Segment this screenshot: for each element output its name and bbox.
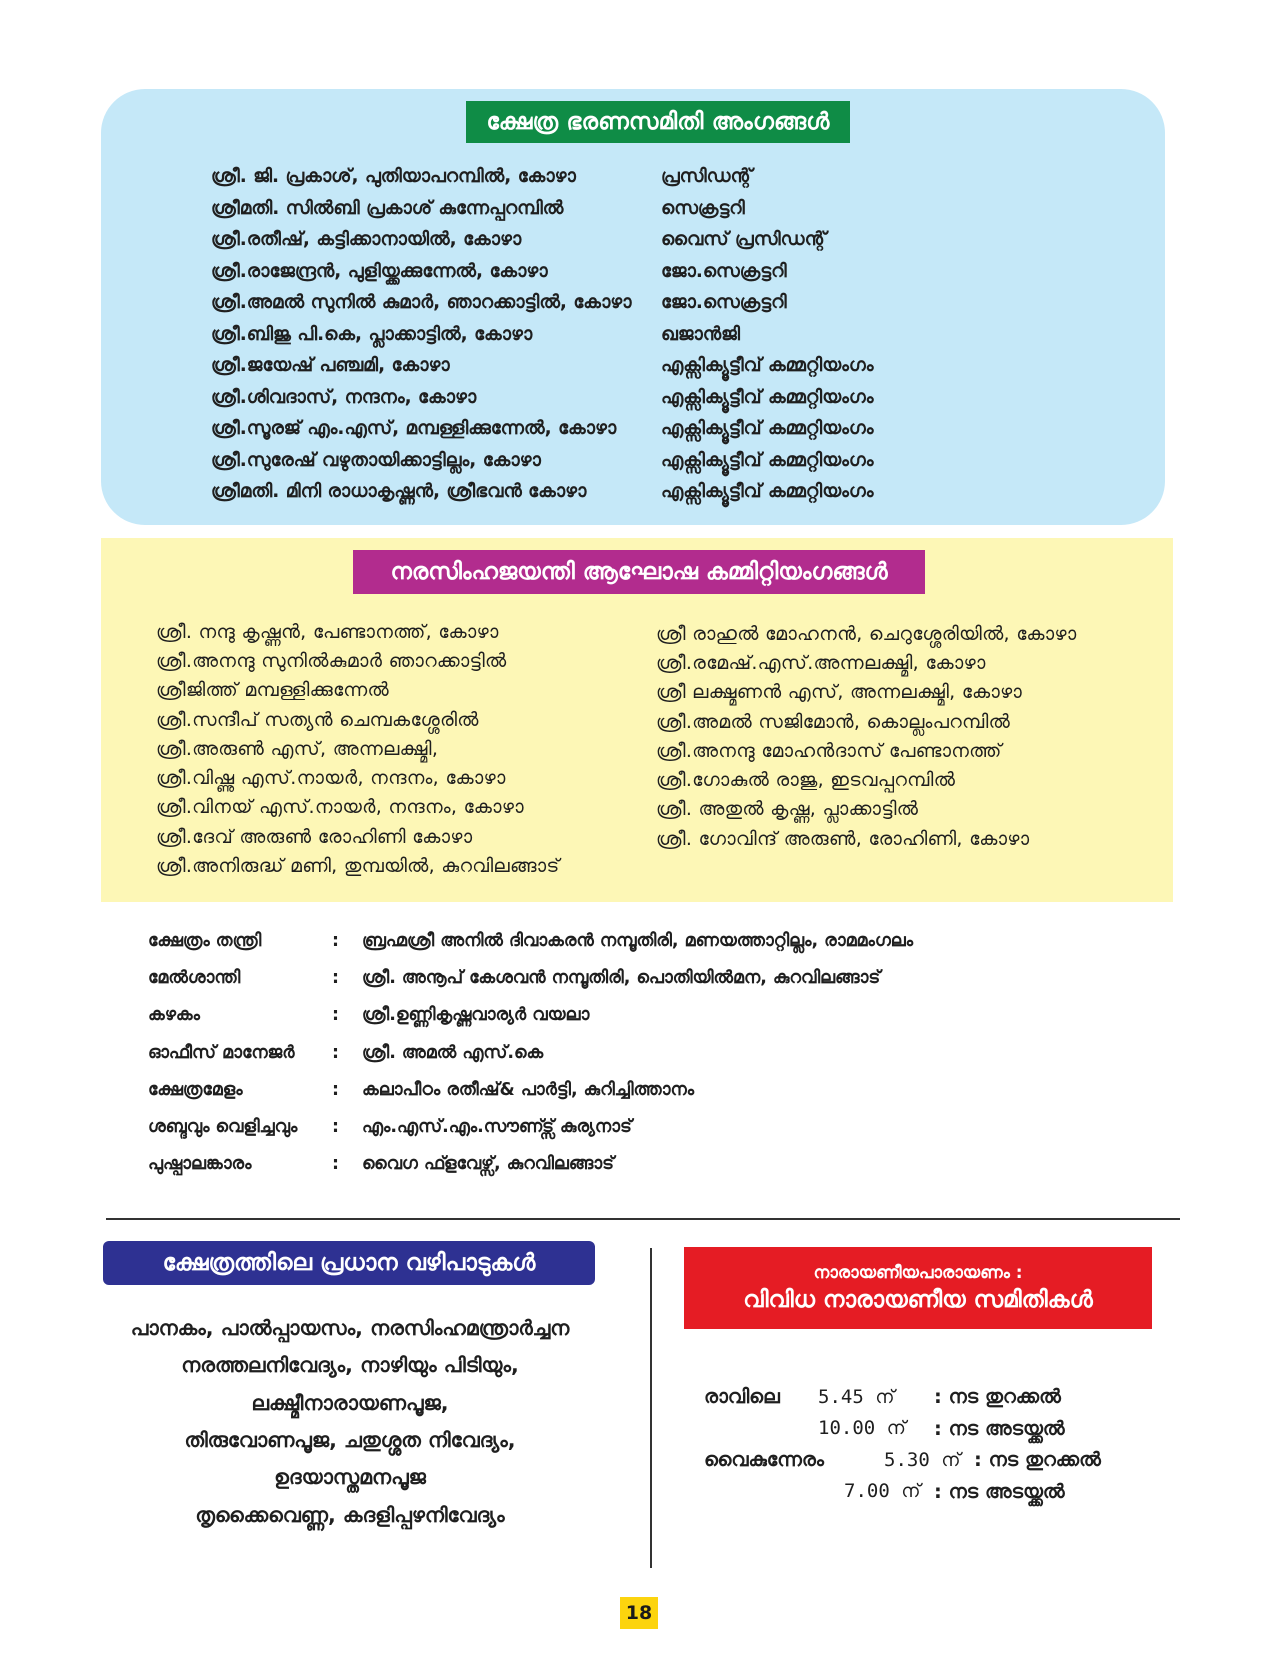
celebration-member: ശ്രീ.വിഷ്ണു എസ്.നായർ, നന്ദനം, കോഴാ	[156, 767, 506, 790]
committee-member-row	[211, 287, 931, 319]
timing-time: 5.30 ന്	[884, 1448, 961, 1471]
official-name: ബ്രഹ്മശ്രീ അനിൽ ദിവാകരൻ നമ്പൂതിരി, മണയത്താറ്റില്ലം, രാമമംഗലം	[362, 930, 914, 951]
committee-member-row	[211, 193, 931, 225]
celebration-member: ശ്രീ.ഗോകുൽ രാജു, ഇടവപ്പറമ്പിൽ	[656, 769, 956, 792]
offering-line: തൃക്കൈവെണ്ണ, കദളിപ്പഴനിവേദ്യം	[195, 1502, 505, 1527]
timing-row	[704, 1476, 1164, 1508]
official-role: പുഷ്പാലങ്കാരം	[148, 1154, 252, 1175]
member-name: ശ്രീ.രാജേന്ദ്രൻ, പുളിയ്ക്കക്കുന്നേൽ, കോഴാ	[211, 260, 548, 282]
celebration-member: ശ്രീ. അതുൽ കൃഷ്ണ, പ്ലാക്കാട്ടിൽ	[656, 798, 919, 821]
recitation-title	[684, 1247, 1152, 1329]
official-row	[148, 1146, 1048, 1183]
official-row	[148, 1034, 1048, 1071]
official-separator: :	[332, 1042, 339, 1063]
member-name: ശ്രീ.ജയേഷ് പഞ്ചമി, കോഴാ	[211, 355, 450, 377]
member-role: എക്സിക്യൂട്ടീവ് കമ്മറ്റിയംഗം	[661, 355, 874, 377]
celebration-member: ശ്രീ.അരുൺ എസ്, അന്നലക്ഷ്മി,	[156, 737, 439, 760]
official-separator: :	[332, 967, 339, 988]
celebration-member: ശ്രീ.അമൽ സജിമോൻ, കൊല്ലംപറമ്പിൽ	[656, 710, 1011, 733]
member-role: എക്സിക്യൂട്ടീവ് കമ്മറ്റിയംഗം	[661, 418, 874, 440]
official-separator: :	[332, 1079, 339, 1100]
offering-line: തിരുവോണപൂജ, ചതുശ്ശത നിവേദ്യം,	[184, 1428, 516, 1453]
member-role: പ്രസിഡന്റ്	[661, 166, 753, 188]
celebration-list-left	[156, 617, 636, 881]
celebration-member: ശ്രീ.വിനയ് എസ്.നായർ, നന്ദനം, കോഴാ	[156, 796, 524, 819]
official-role: ക്ഷേത്രം തന്ത്രി	[148, 930, 262, 951]
official-row	[148, 997, 1048, 1034]
official-name: ശ്രീ.ഉണ്ണികൃഷ്ണവാര്യർ വയലാ	[362, 1005, 590, 1026]
member-name: ശ്രീ.ബിജു പി.കെ, പ്ലാക്കാട്ടിൽ, കോഴാ	[211, 323, 533, 345]
committee-member-row	[211, 445, 931, 477]
official-row	[148, 959, 1048, 996]
celebration-member: ശ്രീ ലക്ഷ്മണൻ എസ്, അന്നലക്ഷ്മി, കോഴാ	[656, 681, 1023, 704]
timing-time: 5.45 ന്	[818, 1385, 895, 1408]
celebration-member: ശ്രീ.അനന്ദു സുനിൽകുമാർ ഞാറക്കാട്ടിൽ	[156, 649, 507, 672]
member-name: ശ്രീ.അമൽ സുനിൽ കുമാർ, ഞാറക്കാട്ടിൽ, കോഴാ	[211, 292, 632, 314]
committee-member-row	[211, 319, 931, 351]
committee-member-row	[211, 161, 931, 193]
member-role: എക്സിക്യൂട്ടീവ് കമ്മറ്റിയംഗം	[661, 386, 874, 408]
member-name: ശ്രീ.രതീഷ്, കട്ടിക്കാനായിൽ, കോഴാ	[211, 229, 522, 251]
committee-member-row	[211, 382, 931, 414]
timing-label: വൈകുന്നേരം	[704, 1448, 824, 1472]
celebration-member: ശ്രീജിത്ത് മമ്പള്ളിക്കുന്നേൽ	[156, 679, 389, 702]
committee-member-row	[211, 476, 931, 508]
official-name: എം.എസ്.എം.സൗണ്ട്സ് കുര്യനാട്	[362, 1117, 632, 1138]
official-role: ഓഫീസ് മാനേജർ	[148, 1042, 295, 1063]
offerings-list	[100, 1310, 600, 1534]
horizontal-divider	[106, 1218, 1180, 1220]
timing-time: 7.00 ന്	[844, 1480, 921, 1503]
celebration-member: ശ്രീ. നന്ദു കൃഷ്ണൻ, പേണ്ടാനത്ത്, കോഴാ	[156, 620, 499, 643]
official-separator: :	[332, 1005, 339, 1026]
celebration-member: ശ്രീ.സന്ദീപ് സത്യൻ ചെമ്പകശ്ശേരിൽ	[156, 708, 479, 731]
official-role: ശബ്ദവും വെളിച്ചവും	[148, 1117, 298, 1138]
officials-list	[148, 922, 1048, 1183]
official-separator: :	[332, 1117, 339, 1138]
member-role: എക്സിക്യൂട്ടീവ് കമ്മറ്റിയംഗം	[661, 481, 874, 503]
timing-time: 10.00 ന്	[818, 1417, 906, 1440]
committee-member-row	[211, 413, 931, 445]
celebration-member: ശ്രീ.ദേവ് അരുൺ രോഹിണി കോഴാ	[156, 825, 473, 848]
official-row	[148, 922, 1048, 959]
offering-line: നരത്തലനിവേദ്യം, നാഴിയും പിടിയും,	[181, 1353, 519, 1378]
official-name: ശ്രീ. അനൂപ് കേശവൻ നമ്പൂതിരി, പൊതിയിൽമന, കുറവിലങ്ങാട്	[362, 967, 881, 988]
official-separator: :	[332, 930, 339, 951]
offering-line: ലക്ഷ്മീനാരായണപൂജ,	[251, 1390, 449, 1415]
timing-description: : നട അടയ്ക്കൽ	[934, 1416, 1065, 1440]
member-role: ജോ.സെക്രട്ടറി	[661, 260, 787, 282]
committee-member-row	[211, 224, 931, 256]
committee-member-list	[211, 161, 931, 508]
vertical-divider	[650, 1248, 652, 1568]
timing-row	[704, 1444, 1164, 1476]
celebration-member: ശ്രീ.രമേഷ്.എസ്.അന്നലക്ഷ്മി, കോഴാ	[656, 651, 986, 674]
celebration-list-right	[656, 619, 1156, 853]
offering-line: ഉദയാസ്തമനപൂജ	[274, 1465, 426, 1490]
member-role: സെക്രട്ടറി	[661, 197, 745, 219]
official-row	[148, 1071, 1048, 1108]
official-name: ശ്രീ. അമൽ എസ്.കെ	[362, 1042, 544, 1063]
official-name: കലാപീഠം രതീഷ്& പാർട്ടി, കുറിച്ചിത്താനം	[362, 1079, 695, 1100]
timing-row	[704, 1381, 1164, 1413]
official-role: കഴകം	[148, 1005, 200, 1026]
timing-description: : നട തുറക്കൽ	[934, 1385, 1061, 1409]
member-name: ശ്രീമതി. മിനി രാധാകൃഷ്ണൻ, ശ്രീഭവൻ കോഴാ	[211, 481, 587, 503]
member-name: ശ്രീമതി. സിൽബി പ്രകാശ് കുന്നേപ്പറമ്പിൽ	[211, 197, 564, 219]
offerings-title: ക്ഷേത്രത്തിലെ പ്രധാന വഴിപാടുകൾ	[103, 1241, 595, 1285]
member-role: ജോ.സെക്രട്ടറി	[661, 292, 787, 314]
recitation-title-line2: വിവിധ നാരായണീയ സമിതികൾ	[743, 1287, 1093, 1313]
official-name: വൈഗ ഫ്ളവേഴ്സ്, കുറവിലങ്ങാട്	[362, 1154, 615, 1175]
member-name: ശ്രീ.സുരേഷ് വഴുതായിക്കാട്ടില്ലം, കോഴാ	[211, 449, 541, 471]
member-role: വൈസ് പ്രസിഡന്റ്	[661, 229, 827, 251]
celebration-member: ശ്രീ.അനിരുദ്ധ് മണി, തുമ്പയിൽ, കുറവിലങ്ങാട്	[156, 855, 560, 878]
member-name: ശ്രീ.ശിവദാസ്, നന്ദനം, കോഴാ	[211, 386, 477, 408]
committee-member-row	[211, 256, 931, 288]
celebration-member: ശ്രീ. ഗോവിന്ദ് അരുൺ, രോഹിണി, കോഴാ	[656, 827, 1030, 850]
member-name: ശ്രീ.സൂരജ് എം.എസ്, മമ്പള്ളിക്കുന്നേൽ, കോഴാ	[211, 418, 617, 440]
timings-list	[704, 1381, 1164, 1507]
official-role: ക്ഷേത്രമേളം	[148, 1079, 243, 1100]
celebration-member: ശ്രീ.അനന്ദു മോഹൻദാസ് പേണ്ടാനത്ത്	[656, 739, 1002, 762]
official-role: മേൽശാന്തി	[148, 967, 241, 988]
member-role: ഖജാൻജി	[661, 323, 740, 345]
offering-line: പാനകം, പാൽപ്പായസം, നരസിംഹമന്ത്രാർച്ചന	[130, 1316, 570, 1341]
celebration-title: നരസിംഹജയന്തി ആഘോഷ കമ്മിറ്റിയംഗങ്ങൾ	[353, 550, 925, 594]
official-row	[148, 1108, 1048, 1145]
timing-row	[704, 1413, 1164, 1445]
timing-label: രാവിലെ	[704, 1385, 780, 1409]
timing-description: : നട തുറക്കൽ	[974, 1448, 1101, 1472]
recitation-title-line1: നാരായണീയപാരായണം :	[813, 1263, 1023, 1283]
committee-title: ക്ഷേത്ര ഭരണസമിതി അംഗങ്ങൾ	[466, 101, 850, 143]
timing-description: : നട അടയ്ക്കൽ	[934, 1479, 1065, 1503]
celebration-member: ശ്രീ രാഹുൽ മോഹനൻ, ചെറുശ്ശേരിയിൽ, കോഴാ	[656, 622, 1077, 645]
member-role: എക്സിക്യൂട്ടീവ് കമ്മറ്റിയംഗം	[661, 449, 874, 471]
official-separator: :	[332, 1154, 339, 1175]
committee-member-row	[211, 350, 931, 382]
page-number: 18	[620, 1597, 658, 1629]
member-name: ശ്രീ. ജി. പ്രകാശ്, പുതിയാപറമ്പിൽ, കോഴാ	[211, 166, 576, 188]
